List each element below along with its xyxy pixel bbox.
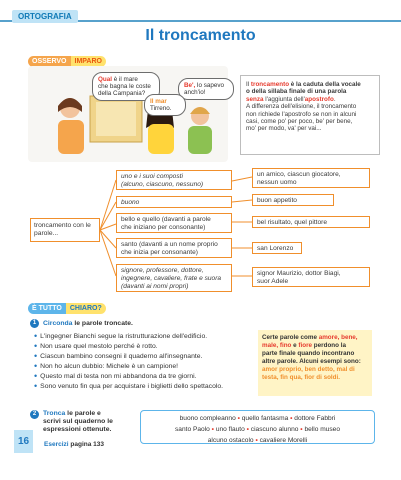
exercise-number: 1	[30, 319, 39, 328]
rule-text: casi, come po' per poco, be' per bene,	[246, 118, 353, 126]
word-item: quello fantasma	[241, 415, 289, 422]
tree-node-uno	[116, 170, 232, 190]
tree-root: troncamento con le parole...	[30, 218, 100, 242]
rule-keyword: senza	[246, 95, 264, 103]
bubble-text: Tirreno.	[150, 105, 172, 112]
sentence-text: Non ho alcun dubbio: Michele è un campione!	[40, 363, 179, 370]
rule-text: l'aggiunta dell'	[263, 95, 305, 103]
learn-tag: IMPARO	[71, 56, 106, 67]
word-item: uno flauto	[215, 426, 245, 433]
word-item: ciascuno alunno	[250, 426, 299, 433]
exercise-verb: Tronca	[43, 410, 66, 417]
exercise-rest: le parole e	[65, 410, 101, 417]
example-text: un amico, ciascun giocatore,	[257, 171, 341, 178]
rule-keyword: troncamento	[250, 81, 290, 88]
node-text: ingegnere, cavaliere, frate e suora	[121, 275, 222, 282]
tree-example-uno	[252, 168, 370, 188]
tree-example-bello: bel risultato, quel pittore	[252, 216, 370, 228]
rule-text: non richiede l'apostrofo se non in alcuni	[246, 110, 357, 118]
note-box	[258, 330, 372, 396]
note-text: Certe parole come	[262, 334, 319, 341]
exercises-label: Esercizi	[44, 441, 69, 448]
sentence-text: Non usare quel mestolo perché è rotto.	[40, 343, 158, 350]
exercises-page: pagina 133	[68, 441, 104, 448]
node-text: (davanti ai nomi propri)	[121, 283, 189, 290]
node-text: signore, professore, dottore,	[121, 267, 204, 274]
sentence-item	[34, 332, 254, 342]
sentence-text: Sono venuto fin qua per acquistare i biglietti dello spettacolo.	[40, 383, 224, 390]
rule-text: è la caduta della vocale	[289, 81, 361, 88]
tree-example-buono: buon appetito	[252, 194, 334, 206]
note-examples: amor proprio, ben detto, mal di	[262, 366, 355, 373]
node-text: santo (davanti a un nome proprio	[121, 241, 218, 248]
sentence-item	[34, 342, 254, 352]
page-number: 16	[14, 430, 33, 453]
rule-text: Il	[246, 81, 251, 88]
exercise-instruction	[43, 320, 133, 328]
separator-icon: •	[237, 415, 240, 422]
exercise-verb: Circonda	[43, 319, 73, 327]
tree-node-santo	[116, 238, 232, 258]
bubble-word-qual: Qual	[98, 76, 112, 83]
sentence-item	[34, 382, 254, 392]
tree-example-santo: san Lorenzo	[252, 242, 302, 254]
page-title: Il troncamento	[145, 27, 256, 44]
example-text: nessun uomo	[257, 179, 297, 186]
tree-node-signore	[116, 264, 232, 292]
exercise-rest: espressioni ottenute.	[43, 426, 112, 433]
bullet-icon: •	[34, 351, 38, 361]
exercise-1-header	[30, 319, 133, 328]
word-item: bello museo	[304, 426, 341, 433]
note-examples: testa, fin qua, fior di soldi.	[262, 374, 341, 381]
note-text: e	[291, 342, 299, 349]
exercise-number: 2	[30, 410, 39, 419]
note-keyword: male, fino	[262, 342, 292, 349]
node-text: uno e i suoi composti	[121, 173, 183, 180]
separator-icon: •	[255, 437, 258, 444]
tutto-tag: È TUTTO	[28, 303, 66, 314]
rule-text: mo' per modo, va' per vai...	[246, 125, 322, 133]
bubble-text: anch'io!	[184, 89, 206, 96]
rule-keyword: apostrofo	[304, 95, 334, 103]
note-text: altre parole. Alcuni esempi sono:	[262, 358, 361, 365]
exercise-2-header	[30, 410, 113, 434]
bubble-word-mar: Il mar	[150, 98, 167, 105]
tree-example-signore	[252, 267, 370, 287]
note-keyword: amore, bene,	[318, 334, 358, 341]
node-text: (alcuno, ciascuno, nessuno)	[121, 181, 204, 188]
section-clear-label	[28, 303, 106, 314]
bubble-text: della Campania?	[98, 90, 146, 97]
note-text: parte finale quando incontrano	[262, 350, 355, 357]
sentence-text: Questo mal di testa non mi abbandona da tre giorni.	[40, 373, 197, 380]
sentence-item	[34, 362, 254, 372]
words-box	[140, 410, 375, 444]
node-text: bello e quello (davanti a parole	[121, 216, 211, 223]
bullet-icon: •	[34, 381, 38, 391]
sentence-item	[34, 372, 254, 382]
word-item: dottore Fabbri	[294, 415, 336, 422]
node-text: che inizia per consonante)	[121, 249, 198, 256]
word-item: cavaliere Morelli	[259, 437, 308, 444]
word-item: buono compleanno	[179, 415, 236, 422]
tree-node-buono: buono	[116, 196, 232, 208]
bubble-text: è il mare	[112, 76, 138, 83]
separator-icon: •	[246, 426, 249, 433]
note-text: perdono la	[312, 342, 346, 349]
exercise-rest: scrivi sul quaderno le	[43, 418, 113, 425]
rule-text: A differenza dell'elisione, il troncamento	[246, 103, 357, 111]
section-tab: ORTOGRAFIA	[12, 10, 78, 23]
exercise-1-sentences	[34, 332, 254, 392]
example-text: suor Adele	[257, 278, 289, 285]
separator-icon: •	[300, 426, 303, 433]
separator-icon: •	[211, 426, 214, 433]
bullet-icon: •	[34, 361, 38, 371]
exercise-instruction	[43, 410, 113, 434]
bullet-icon: •	[34, 371, 38, 381]
bubble-text: che bagna le coste	[98, 83, 151, 90]
observe-tag: OSSERVO	[28, 56, 71, 67]
tree-node-bello	[116, 213, 232, 233]
rule-text: o della sillaba finale di una parola	[246, 88, 347, 96]
bullet-icon: •	[34, 331, 38, 341]
chiaro-tag: CHIARO?	[66, 303, 106, 314]
exercises-reference	[44, 441, 104, 448]
node-text: che iniziano per consonante)	[121, 224, 206, 231]
rule-text: .	[333, 95, 336, 103]
bubble-word-be: Be',	[184, 82, 196, 89]
bullet-icon: •	[34, 341, 38, 351]
sentence-text: L'ingegner Bianchi segue la ristrutturazione dell'edificio.	[40, 333, 208, 340]
word-item: alcuno ostacolo	[207, 437, 254, 444]
word-item: santo Paolo	[174, 426, 210, 433]
sentence-item	[34, 352, 254, 362]
example-text: signor Maurizio, dottor Biagi,	[257, 270, 341, 277]
bubble-text: lo sapevo	[195, 82, 225, 89]
sentence-text: Ciascun bambino consegni il quaderno all'insegnante.	[40, 353, 203, 360]
note-keyword: fiore	[298, 342, 313, 349]
exercise-rest: le parole troncate.	[72, 319, 133, 327]
separator-icon: •	[290, 415, 293, 422]
